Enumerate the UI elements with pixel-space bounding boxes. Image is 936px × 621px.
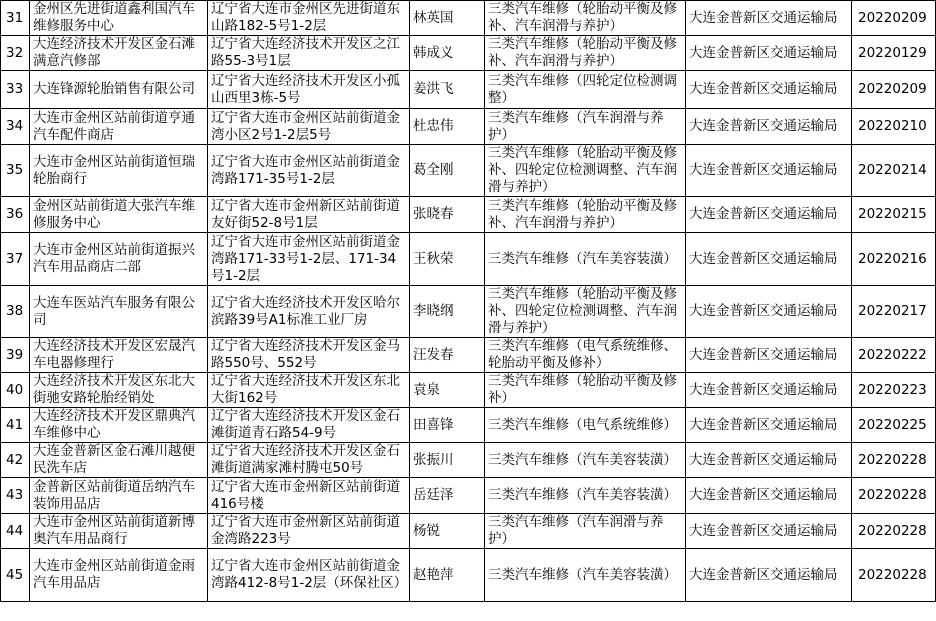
business-name-cell: 大连车医站汽车服务有限公司 bbox=[30, 286, 208, 338]
business-name-cell: 金州区站前街道大张汽车维修服务中心 bbox=[30, 197, 208, 233]
business-scope-cell: 三类汽车维修（电气系统维修、轮胎动平衡及修补） bbox=[485, 338, 686, 373]
issue-date-cell: 20220223 bbox=[852, 373, 936, 408]
business-name-cell: 大连市金州区站前街道亨通汽车配件商店 bbox=[30, 109, 208, 145]
business-address-cell: 辽宁省大连市金州区站前街道金湾小区2号1-2层5号 bbox=[208, 109, 410, 145]
legal-representative-cell: 姜洪飞 bbox=[410, 71, 485, 109]
table-row bbox=[1, 109, 936, 145]
table-row bbox=[1, 478, 936, 514]
business-address-cell: 辽宁省大连经济技术开发区金石滩街道青石路54-9号 bbox=[208, 408, 410, 443]
table-row bbox=[1, 549, 936, 602]
legal-representative-cell: 汪发春 bbox=[410, 338, 485, 373]
issuing-authority-cell: 大连金普新区交通运输局 bbox=[686, 514, 852, 549]
legal-representative-cell: 王秋荣 bbox=[410, 233, 485, 286]
row-number-cell: 39 bbox=[1, 338, 30, 373]
issue-date-cell: 20220228 bbox=[852, 443, 936, 478]
table-row bbox=[1, 36, 936, 71]
issue-date-cell: 20220210 bbox=[852, 109, 936, 145]
table-row bbox=[1, 338, 936, 373]
business-address-cell: 辽宁省大连市金州区站前街道金湾路171-35号1-2层 bbox=[208, 145, 410, 197]
row-number-cell: 36 bbox=[1, 197, 30, 233]
row-number-cell: 44 bbox=[1, 514, 30, 549]
business-scope-cell: 三类汽车维修（汽车美容装潢） bbox=[485, 478, 686, 514]
row-number-cell: 32 bbox=[1, 36, 30, 71]
legal-representative-cell: 杨锐 bbox=[410, 514, 485, 549]
table-row bbox=[1, 373, 936, 408]
issue-date-cell: 20220214 bbox=[852, 145, 936, 197]
row-number-cell: 45 bbox=[1, 549, 30, 602]
issue-date-cell: 20220216 bbox=[852, 233, 936, 286]
business-name-cell: 大连经济技术开发区东北大街驰安路轮胎经销处 bbox=[30, 373, 208, 408]
issue-date-cell: 20220215 bbox=[852, 197, 936, 233]
legal-representative-cell: 田喜锋 bbox=[410, 408, 485, 443]
row-number-cell: 37 bbox=[1, 233, 30, 286]
business-address-cell: 辽宁省大连市金州新区站前街道金湾路223号 bbox=[208, 514, 410, 549]
issue-date-cell: 20220228 bbox=[852, 478, 936, 514]
row-number-cell: 41 bbox=[1, 408, 30, 443]
table-row bbox=[1, 408, 936, 443]
business-scope-cell: 三类汽车维修（轮胎动平衡及修补、四轮定位检测调整、汽车润滑与养护） bbox=[485, 286, 686, 338]
business-address-cell: 辽宁省大连经济技术开发区东北大街162号 bbox=[208, 373, 410, 408]
business-scope-cell: 三类汽车维修（汽车润滑与养护） bbox=[485, 109, 686, 145]
row-number-cell: 31 bbox=[1, 1, 30, 36]
legal-representative-cell: 葛全刚 bbox=[410, 145, 485, 197]
business-name-cell: 大连经济技术开发区金石滩满意汽修部 bbox=[30, 36, 208, 71]
legal-representative-cell: 袁泉 bbox=[410, 373, 485, 408]
legal-representative-cell: 张晓春 bbox=[410, 197, 485, 233]
row-number-cell: 42 bbox=[1, 443, 30, 478]
business-address-cell: 辽宁省大连经济技术开发区哈尔滨路39号A1标准工业厂房 bbox=[208, 286, 410, 338]
business-name-cell: 大连经济技术开发区鼎典汽车维修中心 bbox=[30, 408, 208, 443]
row-number-cell: 34 bbox=[1, 109, 30, 145]
issuing-authority-cell: 大连金普新区交通运输局 bbox=[686, 443, 852, 478]
legal-representative-cell: 杜忠伟 bbox=[410, 109, 485, 145]
business-address-cell: 辽宁省大连经济技术开发区金石滩街道满家滩村腾屯50号 bbox=[208, 443, 410, 478]
business-name-cell: 大连锋源轮胎销售有限公司 bbox=[30, 71, 208, 109]
issuing-authority-cell: 大连金普新区交通运输局 bbox=[686, 286, 852, 338]
business-name-cell: 金州区先进街道鑫利国汽车维修服务中心 bbox=[30, 1, 208, 36]
issuing-authority-cell: 大连金普新区交通运输局 bbox=[686, 408, 852, 443]
issuing-authority-cell: 大连金普新区交通运输局 bbox=[686, 36, 852, 71]
legal-representative-cell: 张振川 bbox=[410, 443, 485, 478]
issue-date-cell: 20220209 bbox=[852, 71, 936, 109]
row-number-cell: 33 bbox=[1, 71, 30, 109]
business-scope-cell: 三类汽车维修（汽车美容装潢） bbox=[485, 549, 686, 602]
table-row bbox=[1, 197, 936, 233]
issue-date-cell: 20220222 bbox=[852, 338, 936, 373]
table-row bbox=[1, 145, 936, 197]
business-address-cell: 辽宁省大连市金州区站前街道金湾路171-33号1-2层、171-34号1-2层 bbox=[208, 233, 410, 286]
issue-date-cell: 20220228 bbox=[852, 549, 936, 602]
business-name-cell: 大连市金州区站前街道恒瑞轮胎商行 bbox=[30, 145, 208, 197]
business-scope-cell: 三类汽车维修（汽车润滑与养护） bbox=[485, 514, 686, 549]
business-name-cell: 大连市金州区站前街道振兴汽车用品商店二部 bbox=[30, 233, 208, 286]
issuing-authority-cell: 大连金普新区交通运输局 bbox=[686, 338, 852, 373]
business-address-cell: 辽宁省大连经济技术开发区之江路55-3号1层 bbox=[208, 36, 410, 71]
business-address-cell: 辽宁省大连经济技术开发区小孤山西里3栋-5号 bbox=[208, 71, 410, 109]
business-name-cell: 金普新区站前街道岳纳汽车装饰用品店 bbox=[30, 478, 208, 514]
business-scope-cell: 三类汽车维修（电气系统维修） bbox=[485, 408, 686, 443]
business-scope-cell: 三类汽车维修（轮胎动平衡及修补、四轮定位检测调整、汽车润滑与养护） bbox=[485, 145, 686, 197]
issue-date-cell: 20220225 bbox=[852, 408, 936, 443]
table-row bbox=[1, 514, 936, 549]
business-address-cell: 辽宁省大连市金州新区站前街道友好街52-8号1层 bbox=[208, 197, 410, 233]
table-row bbox=[1, 71, 936, 109]
business-address-cell: 辽宁省大连经济技术开发区金马路550号、552号 bbox=[208, 338, 410, 373]
business-address-cell: 辽宁省大连市金州区站前街道金湾路412-8号1-2层（环保社区） bbox=[208, 549, 410, 602]
issuing-authority-cell: 大连金普新区交通运输局 bbox=[686, 233, 852, 286]
issuing-authority-cell: 大连金普新区交通运输局 bbox=[686, 71, 852, 109]
business-scope-cell: 三类汽车维修（轮胎动平衡及修补） bbox=[485, 373, 686, 408]
legal-representative-cell: 韩成义 bbox=[410, 36, 485, 71]
row-number-cell: 38 bbox=[1, 286, 30, 338]
row-number-cell: 35 bbox=[1, 145, 30, 197]
table-row bbox=[1, 233, 936, 286]
business-name-cell: 大连市金州区站前街道新博奥汽车用品商行 bbox=[30, 514, 208, 549]
business-scope-cell: 三类汽车维修（汽车美容装潢） bbox=[485, 233, 686, 286]
row-number-cell: 43 bbox=[1, 478, 30, 514]
issue-date-cell: 20220228 bbox=[852, 514, 936, 549]
issuing-authority-cell: 大连金普新区交通运输局 bbox=[686, 549, 852, 602]
business-name-cell: 大连经济技术开发区宏晟汽车电器修理行 bbox=[30, 338, 208, 373]
business-scope-cell: 三类汽车维修（轮胎动平衡及修补、汽车润滑与养护） bbox=[485, 1, 686, 36]
legal-representative-cell: 李晓纲 bbox=[410, 286, 485, 338]
issuing-authority-cell: 大连金普新区交通运输局 bbox=[686, 373, 852, 408]
table-row bbox=[1, 443, 936, 478]
table-body bbox=[1, 1, 936, 602]
issuing-authority-cell: 大连金普新区交通运输局 bbox=[686, 109, 852, 145]
issuing-authority-cell: 大连金普新区交通运输局 bbox=[686, 145, 852, 197]
business-name-cell: 大连金普新区金石滩川越便民洗车店 bbox=[30, 443, 208, 478]
row-number-cell: 40 bbox=[1, 373, 30, 408]
legal-representative-cell: 林英国 bbox=[410, 1, 485, 36]
business-name-cell: 大连市金州区站前街道金雨汽车用品店 bbox=[30, 549, 208, 602]
business-scope-cell: 三类汽车维修（轮胎动平衡及修补、汽车润滑与养护） bbox=[485, 36, 686, 71]
issuing-authority-cell: 大连金普新区交通运输局 bbox=[686, 1, 852, 36]
issuing-authority-cell: 大连金普新区交通运输局 bbox=[686, 197, 852, 233]
business-address-cell: 辽宁省大连市金州新区站前街道416号楼 bbox=[208, 478, 410, 514]
business-scope-cell: 三类汽车维修（汽车美容装潢） bbox=[485, 443, 686, 478]
business-scope-cell: 三类汽车维修（四轮定位检测调整） bbox=[485, 71, 686, 109]
business-scope-cell: 三类汽车维修（轮胎动平衡及修补、汽车润滑与养护） bbox=[485, 197, 686, 233]
issue-date-cell: 20220129 bbox=[852, 36, 936, 71]
legal-representative-cell: 赵艳萍 bbox=[410, 549, 485, 602]
table-row bbox=[1, 1, 936, 36]
issue-date-cell: 20220217 bbox=[852, 286, 936, 338]
table-row bbox=[1, 286, 936, 338]
issuing-authority-cell: 大连金普新区交通运输局 bbox=[686, 478, 852, 514]
legal-representative-cell: 岳廷泽 bbox=[410, 478, 485, 514]
issue-date-cell: 20220209 bbox=[852, 1, 936, 36]
business-address-cell: 辽宁省大连市金州区先进街道东山路182-5号1-2层 bbox=[208, 1, 410, 36]
